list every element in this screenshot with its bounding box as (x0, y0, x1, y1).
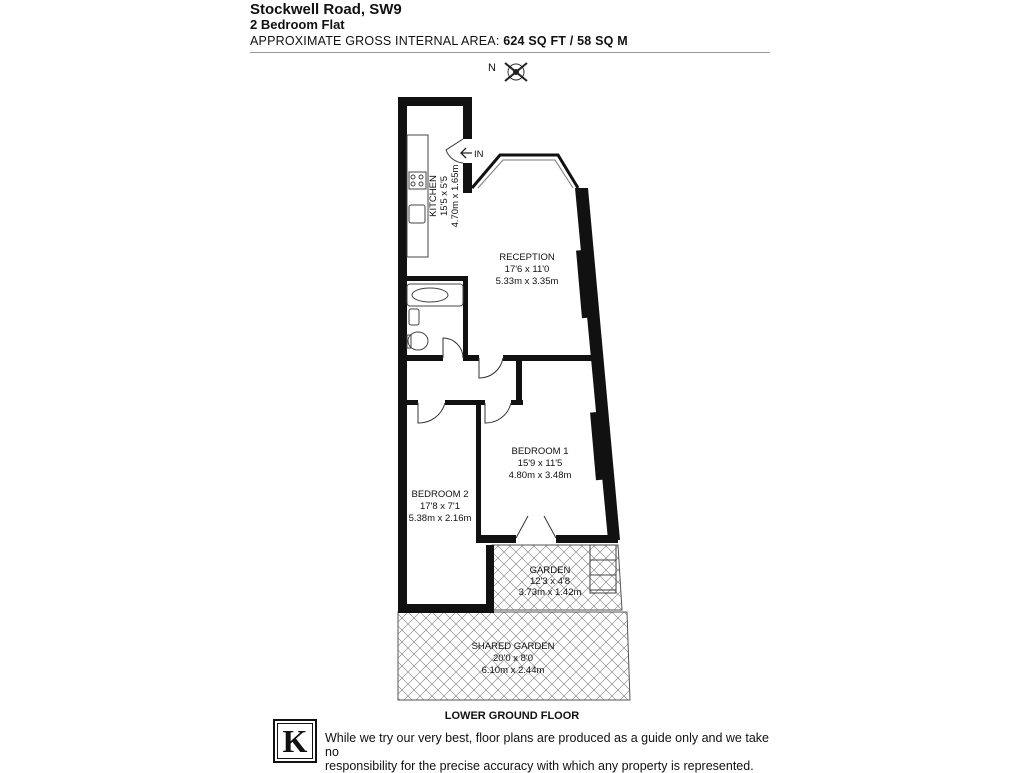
shared-garden-name: SHARED GARDEN (471, 641, 555, 652)
bedroom2-metric: 5.38m x 2.16m (408, 513, 472, 524)
compass-north-label: N (488, 62, 496, 74)
reception-metric: 5.33m x 3.35m (495, 276, 559, 287)
kitchen-fittings (407, 135, 428, 257)
disclaimer-line-1: While we try our very best, floor plans are produced as a guide only and we take no (325, 731, 769, 759)
kitchen-name: KITCHEN (428, 175, 439, 217)
shared-garden-imperial: 20'0 x 8'0 (492, 653, 534, 664)
gross-area-value: 624 SQ FT / 58 SQ M (503, 34, 628, 48)
kitchen-imperial: 15'5 x 5'5 (439, 175, 450, 217)
bedroom2-imperial: 17'8 x 7'1 (419, 501, 461, 512)
logo-letter: K (277, 723, 313, 759)
bedroom1-name: BEDROOM 1 (511, 446, 569, 457)
agency-logo (273, 719, 317, 763)
gross-area-label: APPROXIMATE GROSS INTERNAL AREA: (250, 34, 500, 48)
bay-window (472, 155, 578, 188)
disclaimer-line-2: responsibility for the precise accuracy with which any property is represented. (325, 759, 754, 773)
shared-garden-metric: 6.10m x 2.44m (481, 665, 545, 676)
bedroom1-metric: 4.80m x 3.48m (508, 470, 572, 481)
entrance-arrow-icon (461, 148, 472, 158)
bedroom2-name: BEDROOM 2 (411, 489, 469, 500)
reception-imperial: 17'6 x 11'0 (504, 264, 550, 275)
disclaimer (325, 731, 785, 773)
bedroom1-imperial: 15'9 x 11'5 (517, 458, 563, 469)
reception-name: RECEPTION (499, 252, 555, 263)
bathroom-fittings (407, 284, 463, 350)
property-type: 2 Bedroom Flat (250, 17, 345, 32)
compass-icon (505, 63, 527, 81)
garden-name: GARDEN (529, 565, 571, 576)
floor-label: LOWER GROUND FLOOR (444, 710, 580, 722)
garden-imperial: 12'3 x 4'8 (529, 576, 571, 587)
property-address: Stockwell Road, SW9 (250, 1, 402, 18)
garden-metric: 3.73m x 1.42m (518, 587, 582, 598)
entrance-label: IN (474, 149, 484, 160)
kitchen-metric: 4.70m x 1.65m (450, 164, 461, 228)
